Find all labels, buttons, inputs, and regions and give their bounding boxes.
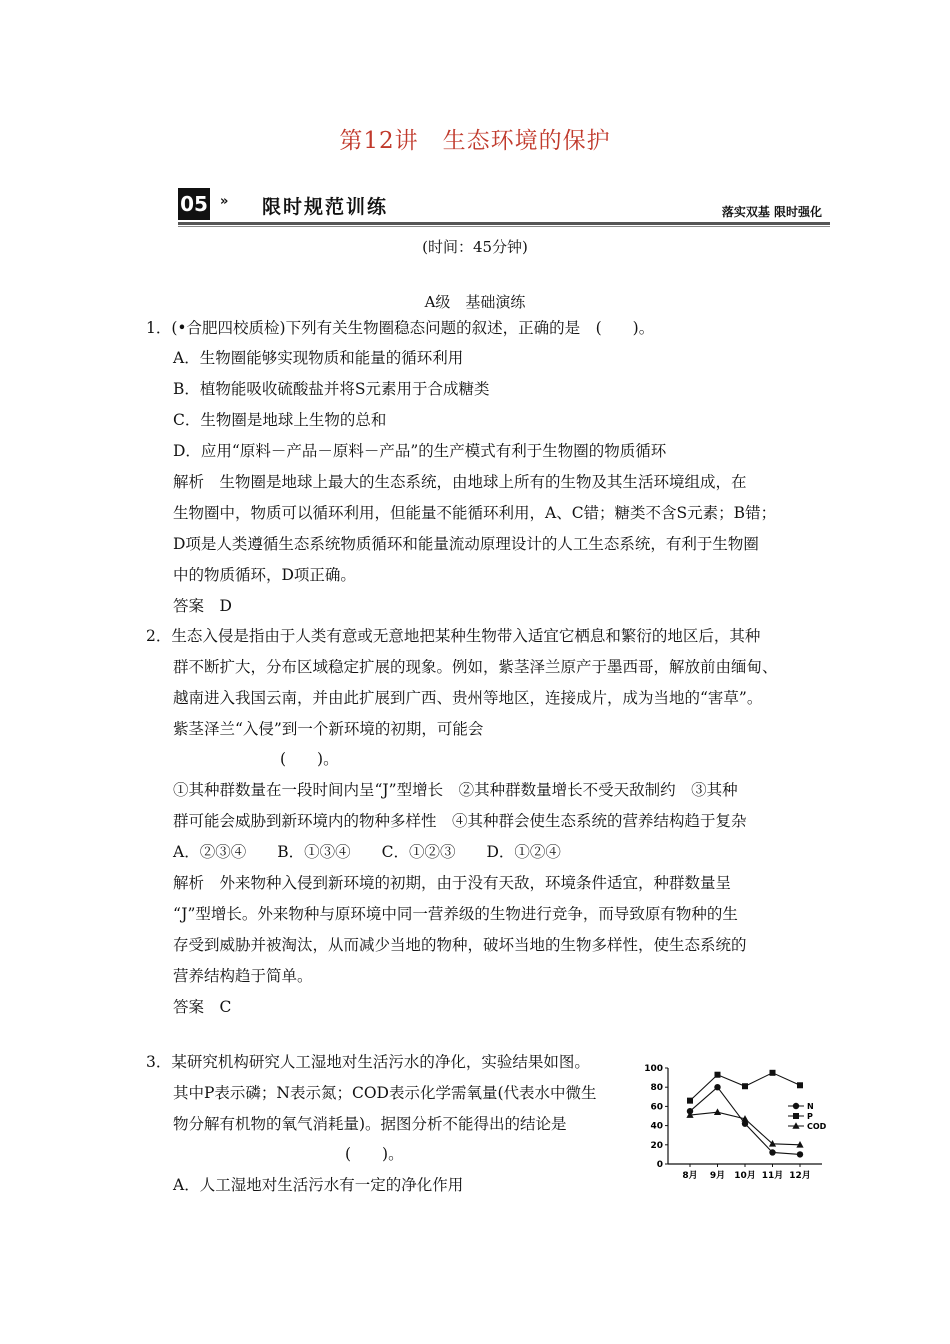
legend-label-cod: COD xyxy=(807,1122,827,1131)
x-tick-label: 10月 xyxy=(734,1171,756,1181)
q2-stem: 紫茎泽兰“入侵”到一个新环境的初期，可能会 xyxy=(173,720,484,738)
data-point-cod xyxy=(714,1108,721,1115)
y-tick-label: 20 xyxy=(650,1140,663,1151)
data-point-n xyxy=(769,1149,775,1155)
data-point-p xyxy=(742,1083,748,1089)
data-point-n xyxy=(797,1151,803,1157)
q2-stem: 群不断扩大，分布区域稳定扩展的现象。例如，紫茎泽兰原产于墨西哥，解放前由缅甸、 xyxy=(173,658,778,676)
chart-svg xyxy=(640,1058,840,1184)
q3-stem: 3．某研究机构研究人工湿地对生活污水的净化，实验结果如图。 xyxy=(146,1053,590,1071)
q1-option-b: B．植物能吸收硫酸盐并将S元素用于合成糖类 xyxy=(173,380,490,398)
q2-stem: 越南进入我国云南，并由此扩展到广西、贵州等地区，连接成片，成为当地的“害草”。 xyxy=(173,689,763,707)
q1-explanation: 生物圈中，物质可以循环利用，但能量不能循环利用，A、C错；糖类不含S元素；B错； xyxy=(173,504,777,522)
legend-label-n: N xyxy=(807,1102,814,1111)
q3-answer-blank: ( )。 xyxy=(345,1145,404,1163)
level-heading: A级 基础演练 xyxy=(424,293,526,311)
section-slogan: 落实双基 限时强化 xyxy=(721,205,822,219)
double-arrow-icon: » xyxy=(220,194,229,209)
q2-explanation: “J”型增长。外来物种与原环境中同一营养级的生物进行竞争，而导致原有物种的生 xyxy=(173,905,738,923)
q2-explanation: 解析 外来物种入侵到新环境的初期，由于没有天敌，环境条件适宜，种群数量呈 xyxy=(173,874,732,892)
q2-statements: 群可能会威胁到新环境内的物种多样性 ④其种群会使生态系统的营养结构趋于复杂 xyxy=(173,812,747,830)
data-point-p xyxy=(770,1070,776,1076)
q1-option-d: D．应用“原料－产品－原料－产品”的生产模式有利于生物圈的物质循环 xyxy=(173,442,667,460)
q1-stem: 1．(•合肥四校质检)下列有关生物圈稳态问题的叙述，正确的是 ( )。 xyxy=(146,319,655,337)
q2-answer: 答案 C xyxy=(173,998,232,1016)
banner-rule xyxy=(178,222,830,225)
time-limit: (时间：45分钟) xyxy=(422,238,528,256)
legend-label-p: P xyxy=(807,1112,813,1121)
q1-answer: 答案 D xyxy=(173,597,232,615)
q2-choices: A．②③④ B．①③④ C．①②③ D．①②④ xyxy=(173,843,561,861)
q3-stem: 物分解有机物的氧气消耗量)。据图分析不能得出的结论是 xyxy=(173,1115,567,1133)
purification-line-chart xyxy=(640,1058,840,1184)
q2-answer-blank: ( )。 xyxy=(280,750,339,768)
x-tick-label: 9月 xyxy=(709,1171,726,1181)
q2-statements: ①其种群数量在一段时间内呈“J”型增长 ②其种群数量增长不受天敌制约 ③其种 xyxy=(173,781,738,799)
q2-stem: 2．生态入侵是指由于人类有意或无意地把某种生物带入适宜它栖息和繁衍的地区后，其种 xyxy=(146,627,761,645)
legend-marker-p xyxy=(793,1113,799,1119)
section-label: 限时规范训练 xyxy=(262,196,389,218)
data-point-p xyxy=(797,1082,803,1088)
legend-marker-n xyxy=(793,1103,799,1109)
q2-explanation: 存受到威胁并被淘汰，从而减少当地的物种，破坏当地的生物多样性，使生态系统的 xyxy=(173,936,747,954)
y-tick-label: 40 xyxy=(650,1121,663,1132)
q3-option-a: A．人工湿地对生活污水有一定的净化作用 xyxy=(173,1176,464,1194)
data-point-p xyxy=(715,1072,721,1078)
x-tick-label: 8月 xyxy=(682,1171,698,1181)
q2-explanation: 营养结构趋于简单。 xyxy=(173,967,313,985)
section-banner xyxy=(178,186,830,226)
x-tick-label: 12月 xyxy=(789,1171,811,1181)
q1-explanation: 中的物质循环，D项正确。 xyxy=(173,566,356,584)
x-tick-label: 11月 xyxy=(761,1171,784,1181)
banner-rule-thin xyxy=(178,226,830,227)
y-tick-label: 80 xyxy=(650,1083,663,1094)
q3-stem: 其中P表示磷；N表示氮；COD表示化学需氧量(代表水中微生 xyxy=(173,1084,597,1102)
page-title: 第12讲 生态环境的保护 xyxy=(339,128,611,154)
section-number: 05 xyxy=(178,188,210,220)
q1-option-a: A．生物圈能够实现物质和能量的循环利用 xyxy=(173,349,464,367)
y-tick-label: 60 xyxy=(650,1102,663,1113)
data-point-n xyxy=(714,1084,720,1090)
q1-explanation: D项是人类遵循生态系统物质循环和能量流动原理设计的人工生态系统，有利于生物圈 xyxy=(173,535,759,553)
data-point-p xyxy=(687,1098,693,1104)
q1-option-c: C．生物圈是地球上生物的总和 xyxy=(173,411,387,429)
y-tick-label: 100 xyxy=(644,1064,663,1074)
q1-explanation: 解析 生物圈是地球上最大的生态系统，由地球上所有的生物及其生活环境组成，在 xyxy=(173,473,747,491)
y-tick-label: 0 xyxy=(656,1160,663,1170)
